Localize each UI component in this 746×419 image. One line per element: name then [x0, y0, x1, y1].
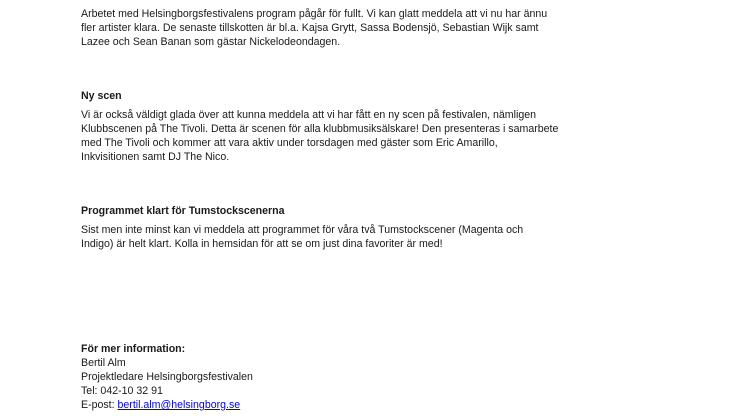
scen-line-2: Klubbscenen på The Tivoli. Detta är scenen för alla klubbmusiksälskare! Den presenteras i samarbete	[81, 123, 559, 135]
section-tumstockscenerna	[81, 204, 641, 251]
contact-name: Bertil Alm	[81, 357, 126, 369]
contact-email-link[interactable]: bertil.alm@helsingborg.se	[117, 399, 241, 411]
scen-line-1: Vi är också väldigt glada över att kunna meddela att vi har fått en ny scen på festivalen, nämligen	[81, 109, 537, 121]
section-heading-tumstock: Programmet klart för Tumstockscenerna	[81, 205, 285, 217]
section-paragraph-ny-scen	[81, 108, 641, 164]
tumstock-line-1: Sist men inte minst kan vi meddela att programmet för våra två Tumstockscener (Magenta och	[81, 224, 524, 236]
intro-line-1: Arbetet med Helsingborgsfestivalens program pågår för fullt. Vi kan glatt meddela att vi nu har ännu	[81, 8, 548, 20]
section-heading-ny-scen: Ny scen	[81, 90, 122, 102]
intro-paragraph	[81, 7, 641, 49]
intro-line-2: fler artister klara. De senaste tillskotten är bl.a. Kajsa Grytt, Sassa Bodensjö, Sebastian Wijk samt	[81, 22, 539, 34]
contact-title: Projektledare Helsingborgsfestivalen	[81, 371, 253, 383]
contact-label: För mer information:	[81, 343, 186, 355]
contact-block	[81, 342, 641, 412]
scen-line-4: Inkvisitionen samt DJ The Nico.	[81, 151, 230, 163]
tumstock-line-2: Indigo) är helt klart. Kolla in hemsidan för att se om just dina favoriter är med!	[81, 238, 443, 250]
contact-email-line	[81, 398, 641, 412]
contact-email-prefix: E-post:	[81, 399, 118, 411]
scen-line-3: med The Tivoli och kommer att vara aktiv under torsdagen med gäster som Eric Amarillo,	[81, 137, 498, 149]
section-ny-scen	[81, 89, 641, 164]
contact-phone: Tel: 042-10 32 91	[81, 385, 163, 397]
section-paragraph-tumstock	[81, 223, 641, 251]
intro-line-3: Lazee och Sean Banan som gästar Nickelodeondagen.	[81, 36, 341, 48]
